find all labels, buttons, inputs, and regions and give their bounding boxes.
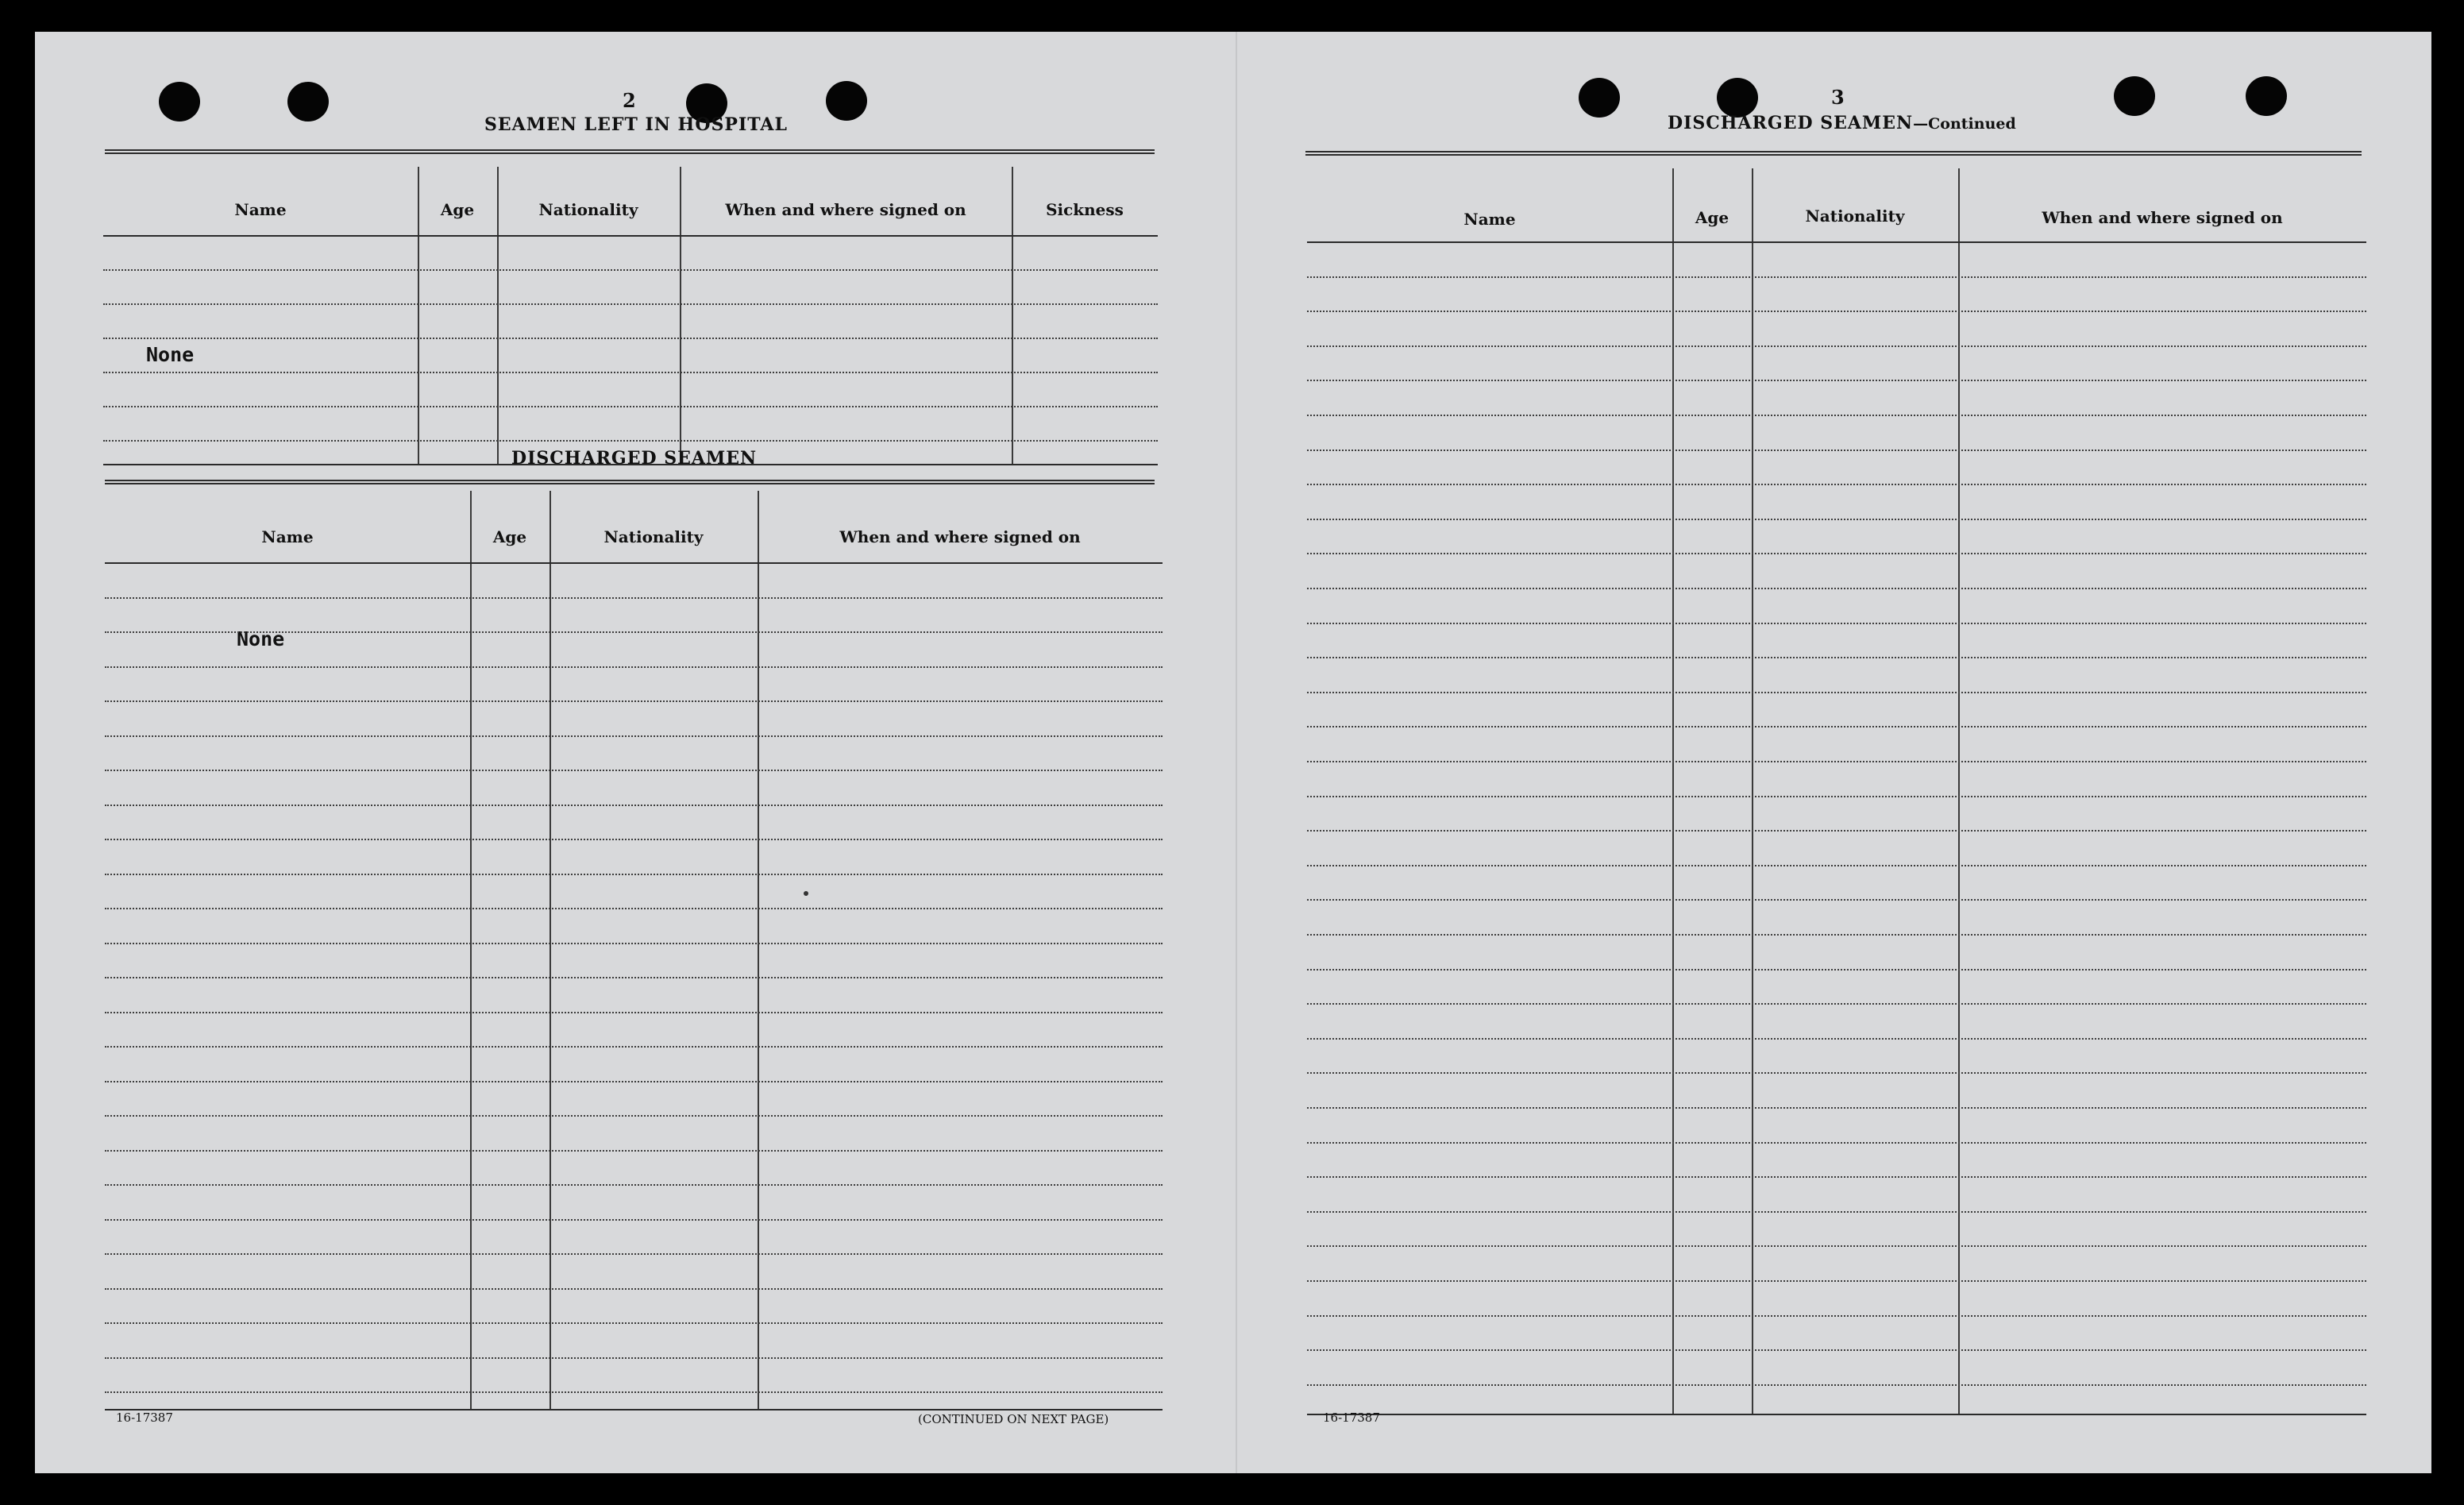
column-header-age: Age <box>1695 208 1729 227</box>
ledger-row-line <box>1307 726 2366 727</box>
ledger-row-line <box>1307 1211 2366 1213</box>
form-number: 16-17387 <box>1323 1410 1380 1425</box>
header-underline <box>105 562 1163 564</box>
ledger-row-line <box>105 1184 1163 1186</box>
ledger-row-line <box>1307 761 2366 762</box>
column-header-nationality: Nationality <box>603 527 704 546</box>
ledger-row-line <box>103 406 1158 407</box>
punch-hole <box>2246 76 2287 116</box>
ledger-row-line <box>1307 796 2366 797</box>
hospital-table <box>103 167 1158 465</box>
page-number: 3 <box>1831 86 1845 109</box>
ledger-row-line <box>105 977 1163 978</box>
ledger-row-line <box>1307 1280 2366 1282</box>
ledger-row-line <box>105 1115 1163 1117</box>
ledger-row-line <box>105 735 1163 737</box>
hospital-section-title: SEAMEN LEFT IN HOSPITAL <box>484 114 788 135</box>
punch-hole <box>1579 78 1620 118</box>
ledger-row-line <box>1307 865 2366 866</box>
ledger-row-line <box>105 666 1163 668</box>
page-number: 2 <box>623 89 636 112</box>
column-divider <box>497 167 499 465</box>
ledger-row-line <box>1307 588 2366 589</box>
ledger-row-line <box>1307 1315 2366 1317</box>
column-header-name: Name <box>234 200 287 219</box>
ledger-spread <box>35 32 2431 1473</box>
column-divider <box>1958 168 1960 1415</box>
ledger-row-line <box>1307 1384 2366 1386</box>
punch-hole <box>2114 76 2155 116</box>
ledger-row-line <box>105 1046 1163 1048</box>
ledger-row-line <box>103 338 1158 339</box>
punch-hole <box>159 82 200 122</box>
punch-hole <box>826 81 867 121</box>
ledger-row-line <box>105 1253 1163 1255</box>
ledger-row-line <box>103 269 1158 271</box>
column-divider <box>1012 167 1013 465</box>
ledger-row-line <box>1307 345 2366 347</box>
column-header-nationality: Nationality <box>538 200 638 219</box>
column-divider <box>470 491 472 1410</box>
ledger-row-line <box>105 700 1163 702</box>
header-rule <box>1305 151 2362 156</box>
ledger-row-line <box>105 805 1163 806</box>
ledger-row-line <box>1307 899 2366 901</box>
ledger-row-line <box>1307 692 2366 693</box>
ledger-row-line <box>1307 1003 2366 1005</box>
column-divider <box>680 167 681 465</box>
ledger-row-line <box>1307 1176 2366 1178</box>
ledger-row-line <box>1307 1245 2366 1247</box>
column-header-age: Age <box>440 200 475 219</box>
column-header-signed-on: When and where signed on <box>2042 208 2283 227</box>
form-number: 16-17387 <box>116 1410 173 1425</box>
ledger-row-line <box>1307 657 2366 658</box>
ledger-row-line <box>105 1322 1163 1324</box>
discharged-continued-table <box>1307 168 2366 1415</box>
column-header-name: Name <box>1463 210 1516 229</box>
continued-note: (CONTINUED ON NEXT PAGE) <box>918 1412 1109 1426</box>
ledger-row-line <box>1307 380 2366 381</box>
ledger-row-line <box>103 440 1158 442</box>
header-underline <box>103 235 1158 237</box>
ledger-row-line <box>103 372 1158 373</box>
discharged-entry-none: None <box>237 627 285 650</box>
table-bottom-rule <box>105 1409 1163 1410</box>
ledger-row-line <box>105 943 1163 944</box>
punch-hole <box>1717 78 1758 118</box>
ledger-row-line <box>1307 311 2366 312</box>
header-rule <box>105 149 1155 154</box>
ledger-row-line <box>1307 553 2366 554</box>
column-divider <box>1672 168 1674 1415</box>
ledger-row-line <box>1307 969 2366 971</box>
ledger-row-line <box>105 1012 1163 1013</box>
header-underline <box>1307 241 2366 243</box>
punch-hole <box>287 82 329 122</box>
ledger-row-line <box>105 1150 1163 1152</box>
column-header-signed-on: When and where signed on <box>839 527 1081 546</box>
ledger-row-line <box>1307 519 2366 520</box>
discharged-section-title: DISCHARGED SEAMEN <box>511 448 758 469</box>
column-header-nationality: Nationality <box>1805 206 1905 226</box>
title-suffix: —Continued <box>1913 115 2016 133</box>
ledger-row-line <box>1307 1349 2366 1351</box>
ledger-row-line <box>105 1391 1163 1393</box>
ledger-row-line <box>105 1357 1163 1359</box>
ledger-row-line <box>1307 1142 2366 1144</box>
ledger-row-line <box>1307 415 2366 416</box>
column-header-sickness: Sickness <box>1046 200 1124 219</box>
ledger-row-line <box>105 1288 1163 1290</box>
ledger-row-line <box>1307 484 2366 485</box>
discharged-table <box>105 491 1163 1410</box>
column-divider <box>549 491 551 1410</box>
ledger-row-line <box>1307 934 2366 936</box>
column-divider <box>418 167 419 465</box>
ledger-row-line <box>105 1081 1163 1082</box>
column-divider <box>758 491 759 1410</box>
column-divider <box>1752 168 1753 1415</box>
title-text: DISCHARGED SEAMEN <box>1668 113 1914 133</box>
ink-mark <box>804 891 808 896</box>
header-rule <box>105 480 1155 484</box>
ledger-row-line <box>105 874 1163 875</box>
ledger-row-line <box>103 303 1158 305</box>
ledger-row-line <box>1307 1072 2366 1074</box>
ledger-row-line <box>105 631 1163 633</box>
page-fold <box>1236 32 1237 1473</box>
ledger-row-line <box>1307 1107 2366 1109</box>
discharged-continued-title <box>1668 113 2016 133</box>
column-header-signed-on: When and where signed on <box>725 200 966 219</box>
ledger-row-line <box>1307 276 2366 278</box>
ledger-row-line <box>1307 623 2366 624</box>
ledger-row-line <box>1307 830 2366 832</box>
ledger-row-line <box>105 597 1163 599</box>
ledger-row-line <box>105 908 1163 909</box>
ledger-row-line <box>1307 450 2366 451</box>
ledger-row-line <box>1307 1038 2366 1040</box>
ledger-row-line <box>105 770 1163 771</box>
ledger-row-line <box>105 839 1163 840</box>
column-header-age: Age <box>492 527 527 546</box>
hospital-entry-none: None <box>146 343 195 366</box>
table-bottom-rule <box>1307 1414 2366 1415</box>
column-header-name: Name <box>261 527 314 546</box>
ledger-row-line <box>105 1219 1163 1221</box>
